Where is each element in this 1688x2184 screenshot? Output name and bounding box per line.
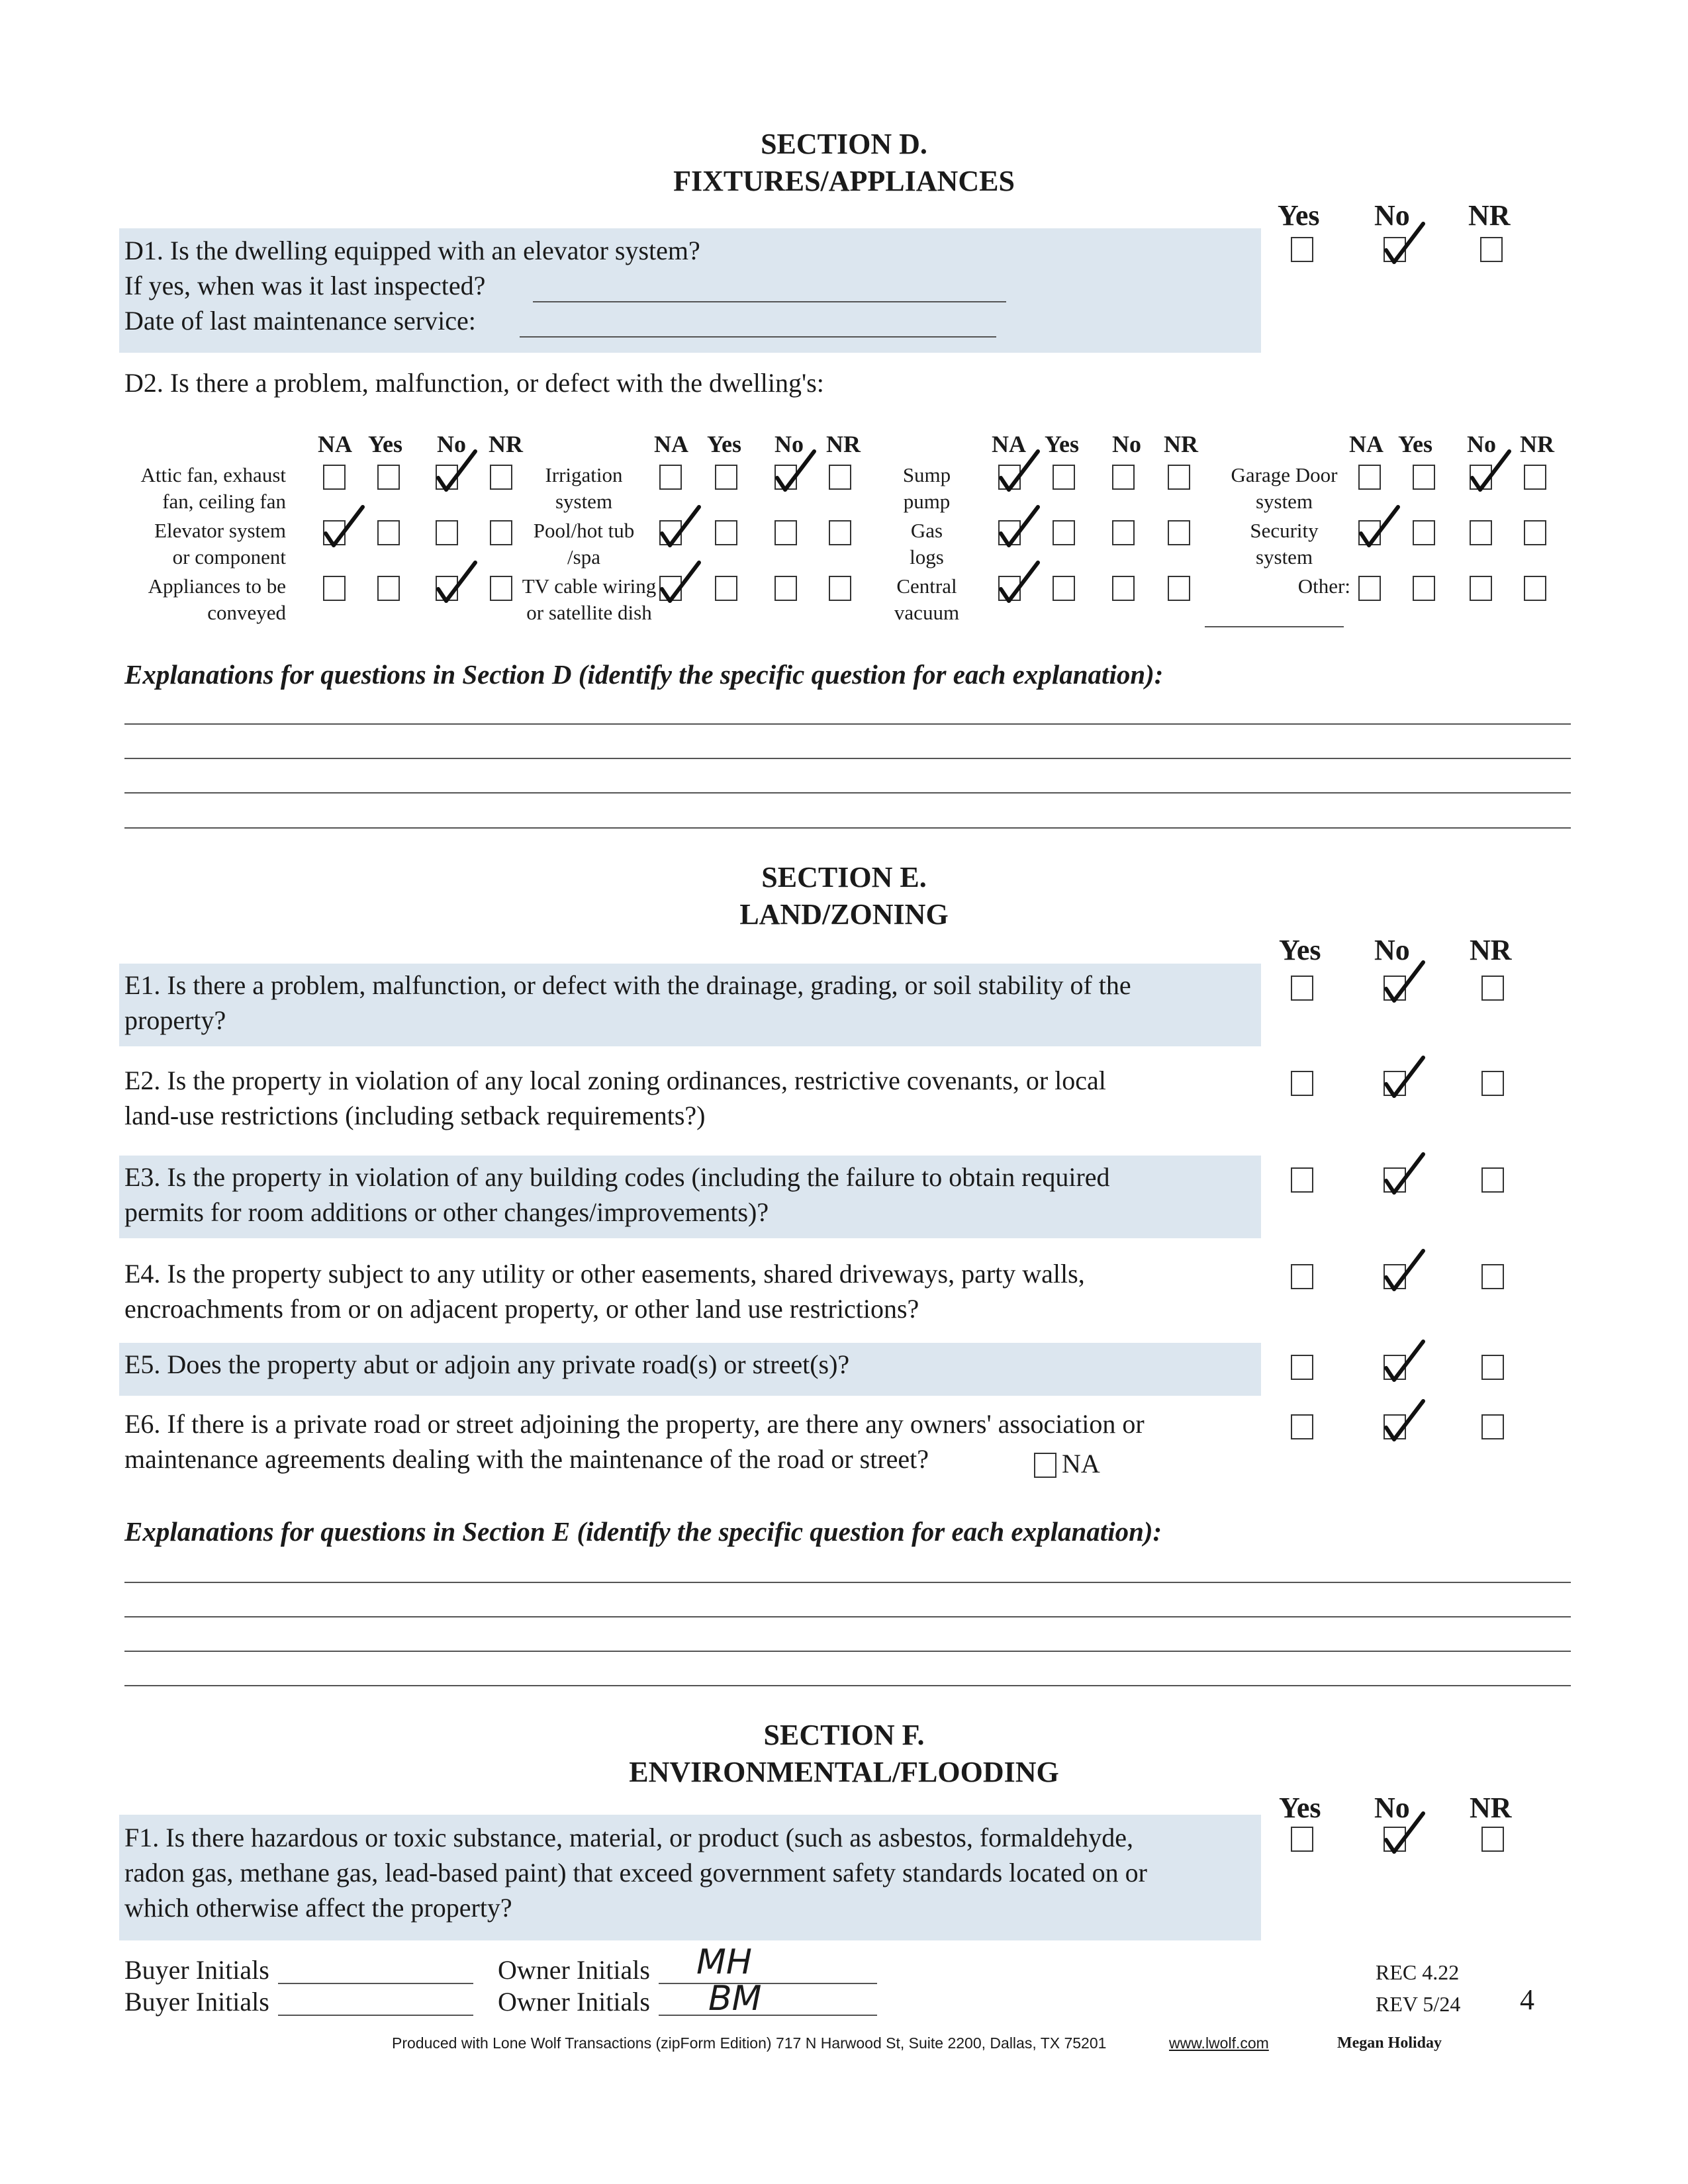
d-explanations-label: Explanations for questions in Section D (identify the specific question for each explanation): [124, 659, 1164, 690]
section-e-subtitle: LAND/ZONING [739, 898, 949, 931]
d1-maintenance-field[interactable] [520, 336, 996, 338]
page-number: 4 [1520, 1983, 1534, 2016]
e6-question-line2: maintenance agreements dealing with the maintenance of the road or street? [124, 1444, 929, 1474]
owner-initials-value-1: MH [696, 1942, 752, 1982]
d2-yes-checkbox[interactable] [1053, 465, 1075, 490]
d1-inspected-field[interactable] [533, 301, 1006, 302]
check-icon [1382, 960, 1435, 1006]
d1-yes-checkbox[interactable] [1291, 237, 1313, 262]
check-icon [997, 560, 1050, 606]
d2-g4-na: NA [1349, 431, 1383, 457]
d2-g3-no: No [1112, 431, 1141, 457]
d2-label-appliances: Appliances to be conveyed [148, 574, 286, 624]
e5-question-line1: E5. Does the property abut or adjoin any private road(s) or street(s)? [124, 1349, 850, 1379]
e4-question-line1: E4. Is the property subject to any utility or other easements, shared driveways, party walls, [124, 1259, 1085, 1289]
d-explanation-line[interactable] [124, 723, 1571, 725]
d-explanation-line[interactable] [124, 758, 1571, 759]
d2-yes-checkbox[interactable] [377, 465, 400, 490]
d2-yes-checkbox[interactable] [1413, 465, 1435, 490]
check-icon [1382, 1339, 1435, 1385]
d2-yes-checkbox[interactable] [377, 576, 400, 601]
d2-question: D2. Is there a problem, malfunction, or defect with the dwelling's: [124, 368, 824, 398]
e2-nr-checkbox[interactable] [1481, 1071, 1504, 1096]
f1-nr-checkbox[interactable] [1481, 1827, 1504, 1852]
d2-nr-checkbox[interactable] [829, 465, 851, 490]
d-col-no: No [1374, 199, 1410, 232]
form-revision: REV 5/24 [1376, 1992, 1461, 2016]
produced-with-text: Produced with Lone Wolf Transactions (zipForm Edition) 717 N Harwood St, Suite 2200, Dallas, TX 75201 [392, 2034, 1107, 2052]
d2-yes-checkbox[interactable] [377, 520, 400, 545]
e1-yes-checkbox[interactable] [1291, 976, 1313, 1001]
d2-label-central-vacuum: Central vacuum [894, 574, 960, 624]
section-f-title: SECTION F. [763, 1719, 925, 1751]
e3-nr-checkbox[interactable] [1481, 1167, 1504, 1193]
e6-na-checkbox[interactable] [1034, 1453, 1056, 1478]
e-explanation-line[interactable] [124, 1651, 1571, 1652]
section-d-subtitle: FIXTURES/APPLIANCES [673, 165, 1015, 197]
section-f-subtitle: ENVIRONMENTAL/FLOODING [629, 1756, 1059, 1788]
e4-no-checkbox[interactable] [1383, 1264, 1406, 1289]
e2-question-line2: land-use restrictions (including setback requirements?) [124, 1101, 706, 1130]
d2-g1-no: No [437, 431, 466, 457]
check-icon [322, 504, 375, 551]
e6-nr-checkbox[interactable] [1481, 1414, 1504, 1439]
d2-nr-checkbox[interactable] [1524, 520, 1546, 545]
d2-na-checkbox[interactable] [1358, 520, 1381, 545]
d2-nr-checkbox[interactable] [490, 576, 512, 601]
d2-label-gas-logs: Gas logs [910, 519, 944, 569]
d1-no-checkbox[interactable] [1383, 237, 1406, 262]
d2-label-elevator: Elevator system or component [154, 519, 286, 569]
d2-na-checkbox[interactable] [1358, 465, 1381, 490]
lwolf-link[interactable]: www.lwolf.com [1169, 2034, 1269, 2052]
owner-initials-label-1: Owner Initials [498, 1955, 650, 1985]
d1-inspected-label: If yes, when was it last inspected? [124, 271, 486, 300]
check-icon [434, 560, 487, 606]
e5-yes-checkbox[interactable] [1291, 1355, 1313, 1380]
owner-initials-value-2: BM [708, 1979, 762, 2019]
e-explanation-line[interactable] [124, 1616, 1571, 1617]
d2-no-checkbox[interactable] [774, 576, 797, 601]
check-icon [997, 504, 1050, 551]
d2-no-checkbox[interactable] [436, 520, 458, 545]
d2-label-tv-cable: TV cable wiring or satellite dish [522, 574, 657, 624]
d2-na-checkbox[interactable] [323, 576, 346, 601]
d-col-yes: Yes [1278, 199, 1320, 232]
d2-g2-no: No [774, 431, 804, 457]
check-icon [1382, 1811, 1435, 1857]
owner-initials-label-2: Owner Initials [498, 1987, 650, 2017]
e2-no-checkbox[interactable] [1383, 1071, 1406, 1096]
buyer-initials-field-2[interactable] [278, 2015, 473, 2016]
check-icon [773, 449, 826, 495]
d2-yes-checkbox[interactable] [715, 520, 737, 545]
section-d-title: SECTION D. [761, 128, 927, 160]
e4-nr-checkbox[interactable] [1481, 1264, 1504, 1289]
e1-nr-checkbox[interactable] [1481, 976, 1504, 1001]
check-icon [1382, 1398, 1435, 1445]
d2-g4-nr: NR [1520, 431, 1554, 457]
check-icon [1382, 1248, 1435, 1295]
d-col-nr: NR [1468, 199, 1511, 232]
d2-nr-checkbox[interactable] [1168, 576, 1190, 601]
e4-question-line2: encroachments from or on adjacent property, or other land use restrictions? [124, 1294, 919, 1324]
d2-g3-yes: Yes [1045, 431, 1079, 457]
d2-g3-na: NA [992, 431, 1026, 457]
d2-label-sump-pump: Sump pump [902, 463, 951, 513]
d1-maintenance-label: Date of last maintenance service: [124, 306, 476, 336]
agent-name: Megan Holiday [1337, 2034, 1442, 2052]
d2-yes-checkbox[interactable] [715, 576, 737, 601]
d2-yes-checkbox[interactable] [1053, 520, 1075, 545]
check-icon [1382, 221, 1435, 267]
e-col-nr: NR [1470, 934, 1512, 966]
e-col-no: No [1374, 934, 1410, 966]
buyer-initials-field-1[interactable] [278, 1983, 473, 1984]
f-col-no: No [1374, 1792, 1410, 1824]
d2-na-checkbox[interactable] [998, 520, 1021, 545]
f-col-nr: NR [1470, 1792, 1512, 1824]
e1-question-line1: E1. Is there a problem, malfunction, or defect with the drainage, grading, or soil stability of the [124, 970, 1131, 1000]
e5-no-checkbox[interactable] [1383, 1355, 1406, 1380]
f1-question-line2: radon gas, methane gas, lead-based paint) that exceed government safety standards located on or [124, 1858, 1147, 1888]
e3-question-line1: E3. Is the property in violation of any building codes (including the failure to obtain required [124, 1162, 1110, 1192]
check-icon [1382, 1055, 1435, 1101]
e2-yes-checkbox[interactable] [1291, 1071, 1313, 1096]
e1-question-line2: property? [124, 1005, 226, 1035]
d2-na-checkbox[interactable] [659, 520, 682, 545]
d2-label-pool: Pool/hot tub /spa [533, 519, 635, 569]
d2-nr-checkbox[interactable] [1168, 465, 1190, 490]
buyer-initials-label-2: Buyer Initials [124, 1987, 269, 2017]
d2-label-irrigation: Irrigation system [545, 463, 623, 513]
check-icon [658, 504, 711, 551]
d2-label-security: Security system [1250, 519, 1319, 569]
d2-no-checkbox[interactable] [436, 576, 458, 601]
d2-no-checkbox[interactable] [1470, 520, 1492, 545]
d2-no-checkbox[interactable] [1112, 576, 1135, 601]
d2-g1-nr: NR [489, 431, 523, 457]
d2-no-checkbox[interactable] [774, 465, 797, 490]
owner-initials-field-1[interactable] [659, 1983, 877, 1984]
e1-no-checkbox[interactable] [1383, 976, 1406, 1001]
owner-initials-field-2[interactable] [659, 2015, 877, 2016]
d2-other-field[interactable] [1205, 626, 1344, 627]
d2-no-checkbox[interactable] [1470, 465, 1492, 490]
d2-yes-checkbox[interactable] [1413, 520, 1435, 545]
f1-question-line1: F1. Is there hazardous or toxic substance, material, or product (such as asbestos, formaldehyde, [124, 1823, 1133, 1852]
check-icon [434, 449, 487, 495]
check-icon [1357, 504, 1410, 551]
d2-g2-na: NA [654, 431, 688, 457]
e6-na-label: NA [1062, 1449, 1100, 1479]
d2-nr-checkbox[interactable] [1524, 576, 1546, 601]
section-e-title: SECTION E. [761, 861, 927, 893]
d2-na-checkbox[interactable] [998, 576, 1021, 601]
d2-nr-checkbox[interactable] [829, 576, 851, 601]
e6-yes-checkbox[interactable] [1291, 1414, 1313, 1439]
e3-yes-checkbox[interactable] [1291, 1167, 1313, 1193]
d2-nr-checkbox[interactable] [829, 520, 851, 545]
d2-label-other: Other: [1297, 574, 1350, 598]
e3-no-checkbox[interactable] [1383, 1167, 1406, 1193]
d-explanation-line[interactable] [124, 792, 1571, 794]
d2-na-checkbox[interactable] [998, 465, 1021, 490]
check-icon [1468, 449, 1521, 495]
d2-na-checkbox[interactable] [323, 465, 346, 490]
d2-g4-yes: Yes [1398, 431, 1432, 457]
e2-question-line1: E2. Is the property in violation of any local zoning ordinances, restrictive covenants, or local [124, 1066, 1106, 1095]
d2-nr-checkbox[interactable] [490, 465, 512, 490]
e6-no-checkbox[interactable] [1383, 1414, 1406, 1439]
d2-g2-nr: NR [826, 431, 861, 457]
buyer-initials-label-1: Buyer Initials [124, 1955, 269, 1985]
d-explanation-line[interactable] [124, 827, 1571, 829]
d2-label-garage-door: Garage Door system [1231, 463, 1338, 513]
e-explanation-line[interactable] [124, 1685, 1571, 1686]
d2-label-attic-fan: Attic fan, exhaust fan, ceiling fan [140, 463, 286, 513]
e3-question-line2: permits for room additions or other changes/improvements)? [124, 1197, 769, 1227]
d2-no-checkbox[interactable] [1470, 576, 1492, 601]
e-explanation-line[interactable] [124, 1582, 1571, 1583]
d1-nr-checkbox[interactable] [1480, 237, 1503, 262]
d2-nr-checkbox[interactable] [490, 520, 512, 545]
d2-yes-checkbox[interactable] [1053, 576, 1075, 601]
d2-nr-checkbox[interactable] [1524, 465, 1546, 490]
d2-na-checkbox[interactable] [659, 465, 682, 490]
d2-na-checkbox[interactable] [659, 576, 682, 601]
d2-na-checkbox[interactable] [323, 520, 346, 545]
check-icon [658, 560, 711, 606]
d2-no-checkbox[interactable] [1112, 465, 1135, 490]
form-code: REC 4.22 [1376, 1960, 1460, 1984]
d2-no-checkbox[interactable] [774, 520, 797, 545]
d2-nr-checkbox[interactable] [1168, 520, 1190, 545]
e4-yes-checkbox[interactable] [1291, 1264, 1313, 1289]
e-explanations-label: Explanations for questions in Section E (identify the specific question for each explanation): [124, 1516, 1162, 1547]
d1-question: D1. Is the dwelling equipped with an elevator system? [124, 236, 700, 265]
d2-na-checkbox[interactable] [1358, 576, 1381, 601]
d2-g1-na: NA [318, 431, 352, 457]
d2-g2-yes: Yes [707, 431, 741, 457]
d2-no-checkbox[interactable] [1112, 520, 1135, 545]
d2-g4-no: No [1467, 431, 1496, 457]
f1-no-checkbox[interactable] [1383, 1827, 1406, 1852]
check-icon [997, 449, 1050, 495]
d2-g3-nr: NR [1164, 431, 1198, 457]
d2-yes-checkbox[interactable] [1413, 576, 1435, 601]
f-col-yes: Yes [1279, 1792, 1321, 1824]
d2-no-checkbox[interactable] [436, 465, 458, 490]
e-col-yes: Yes [1279, 934, 1321, 966]
f1-question-line3: which otherwise affect the property? [124, 1893, 512, 1923]
d2-yes-checkbox[interactable] [715, 465, 737, 490]
d2-g1-yes: Yes [368, 431, 402, 457]
f1-yes-checkbox[interactable] [1291, 1827, 1313, 1852]
check-icon [1382, 1152, 1435, 1198]
e6-question-line1: E6. If there is a private road or street adjoining the property, are there any owners' association or [124, 1409, 1145, 1439]
e5-nr-checkbox[interactable] [1481, 1355, 1504, 1380]
